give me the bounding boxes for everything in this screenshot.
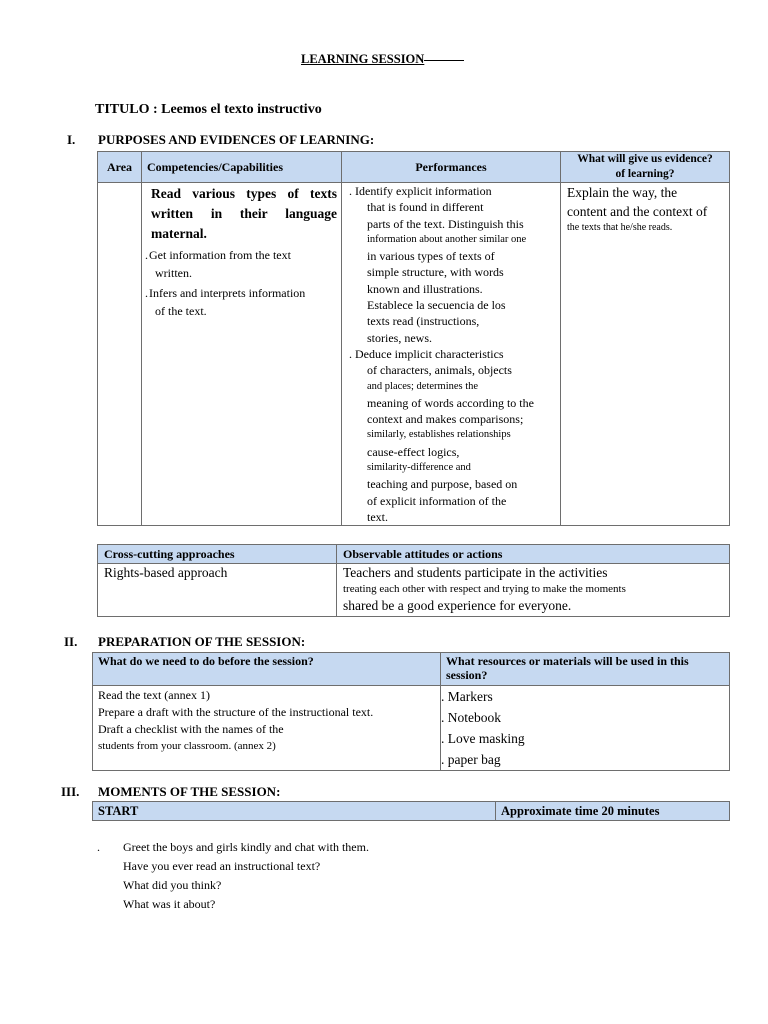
evidence-line: Explain the way, the: [567, 185, 678, 200]
performance-line: of characters, animals, objects: [367, 363, 512, 378]
header-attitudes: Observable attitudes or actions: [337, 545, 730, 564]
page-title: LEARNING SESSION: [301, 52, 475, 67]
performance-line: . Deduce implicit characteristics: [349, 346, 504, 361]
moment-bullet: .: [97, 840, 100, 854]
performance-line: stories, news.: [367, 330, 432, 345]
header-start: START: [93, 802, 496, 821]
table-header-row: [98, 152, 730, 183]
header-before-session: What do we need to do before the session?: [93, 653, 441, 686]
performance-line: context and makes comparisons;: [367, 412, 524, 427]
table-header-row: [93, 802, 730, 821]
header-evidence-line-1: What will give us evidence?: [577, 153, 713, 165]
performance-line: information about another similar one: [367, 233, 527, 245]
competency-main: Read various types of texts written in their language maternal.: [151, 186, 337, 241]
attitudes-cell: [337, 564, 730, 617]
moment-line: What was it about?: [123, 897, 216, 911]
header-evidence: [561, 152, 730, 183]
capability-item: .Get information from the text written.: [145, 248, 291, 280]
table-header-row: [98, 545, 730, 564]
resource-item: . Love masking: [441, 731, 525, 746]
table-header-row: [93, 653, 730, 686]
performance-line: Establece la secuencia de los: [367, 298, 506, 313]
performance-line: cause-effect logics,: [367, 444, 460, 459]
performance-line: parts of the text. Distinguish this: [367, 216, 524, 231]
moment-line: Greet the boys and girls kindly and chat with them.: [123, 840, 369, 854]
moments-table: [92, 801, 730, 821]
session-title: TITULO : Leemos el texto instructivo: [95, 102, 322, 117]
purposes-table: [97, 151, 730, 526]
section-text: PREPARATION OF THE SESSION:: [98, 634, 306, 649]
resource-item: . Notebook: [441, 710, 501, 725]
header-area: Area: [98, 152, 142, 183]
approach-cell: [98, 564, 337, 617]
header-resources: What resources or materials will be used in this session?: [441, 653, 730, 686]
resource-item: . paper bag: [441, 752, 501, 767]
performance-line: known and illustrations.: [367, 281, 483, 296]
performance-line: of explicit information of the: [367, 493, 507, 508]
performance-line: teaching and purpose, based on: [367, 477, 518, 492]
attitude-line: Teachers and students participate in the activities: [343, 565, 608, 580]
moment-steps: [123, 838, 369, 914]
moment-line: What did you think?: [123, 878, 222, 892]
section-text: MOMENTS OF THE SESSION:: [98, 784, 281, 799]
competencies-cell: [142, 183, 342, 526]
header-competencies: Competencies/Capabilities: [142, 152, 342, 183]
task-line: Read the text (annex 1): [98, 688, 210, 702]
performance-line: simple structure, with words: [367, 265, 504, 280]
area-cell: [98, 183, 142, 526]
performance-line: and places; determines the: [367, 380, 479, 392]
evidence-line: content and the context of: [567, 204, 708, 219]
evidence-cell: [561, 183, 730, 526]
header-evidence-line-2: of learning?: [615, 168, 675, 180]
attitude-line: shared be a good experience for everyone.: [343, 598, 572, 613]
preparation-table: [92, 652, 730, 771]
performance-line: . Identify explicit information: [349, 184, 492, 198]
approach-text: Rights-based approach: [104, 565, 228, 580]
performance-line: similarly, establishes relationships: [367, 429, 511, 441]
table-row: [93, 686, 730, 771]
performance-line: text.: [367, 509, 388, 524]
task-line: Prepare a draft with the structure of the instructional text.: [98, 705, 374, 719]
performance-line: texts read (instructions,: [367, 314, 480, 329]
performance-line: similarity-difference and: [367, 462, 471, 474]
approaches-table: [97, 544, 730, 617]
table-row: [98, 183, 730, 526]
evidence-line: the texts that he/she reads.: [567, 222, 673, 233]
resource-item: . Markers: [441, 689, 493, 704]
task-line: Draft a checklist with the names of the: [98, 722, 284, 736]
performance-line: meaning of words according to the: [367, 395, 534, 410]
header-performances: Performances: [342, 152, 561, 183]
header-approximate-time: Approximate time 20 minutes: [496, 802, 730, 821]
section-number: I.: [67, 132, 76, 147]
performance-line: in various types of texts of: [367, 249, 495, 264]
table-row: [98, 564, 730, 617]
performance-line: that is found in different: [367, 200, 484, 215]
header-approaches: Cross-cutting approaches: [98, 545, 337, 564]
section-number: II.: [64, 634, 78, 649]
attitude-line: treating each other with respect and trying to make the moments: [343, 583, 626, 595]
section-number: III.: [61, 784, 80, 799]
resources-cell: [441, 686, 730, 771]
moment-line: Have you ever read an instructional text?: [123, 859, 321, 873]
task-line: students from your classroom. (annex 2): [98, 740, 276, 752]
capability-item: .Infers and interprets information of the text.: [145, 286, 306, 318]
section-text: PURPOSES AND EVIDENCES OF LEARNING:: [98, 132, 375, 147]
performances-cell: [342, 183, 561, 526]
before-session-cell: [93, 686, 441, 771]
